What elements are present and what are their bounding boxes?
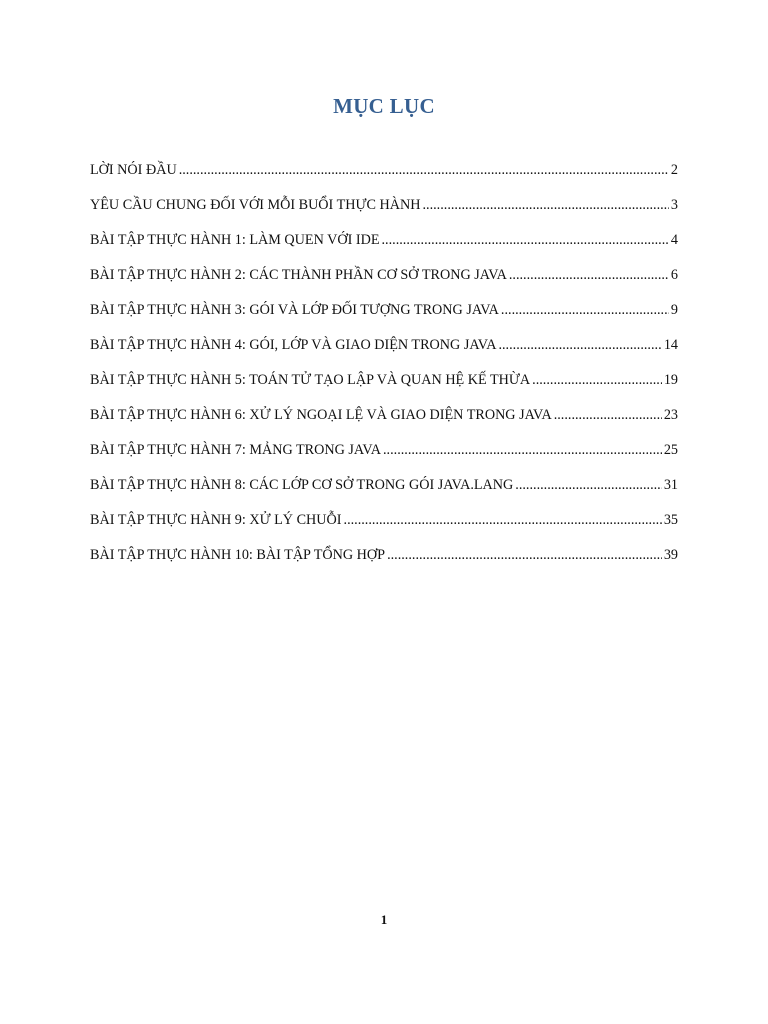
toc-entry[interactable] <box>90 407 678 442</box>
toc-entry-page: 2 <box>670 162 678 178</box>
toc-entry-page: 9 <box>670 302 678 318</box>
toc-dot-leader <box>509 267 669 284</box>
toc-entry[interactable] <box>90 232 678 267</box>
toc-entry-label: BÀI TẬP THỰC HÀNH 9: XỬ LÝ CHUỖI <box>90 512 342 528</box>
toc-entry-label: BÀI TẬP THỰC HÀNH 4: GÓI, LỚP VÀ GIAO DIỆN TRONG JAVA <box>90 337 497 353</box>
toc-entry-label: BÀI TẬP THỰC HÀNH 2: CÁC THÀNH PHẦN CƠ SỞ TRONG JAVA <box>90 267 507 283</box>
toc-dot-leader <box>422 197 668 214</box>
toc-entry[interactable] <box>90 547 678 582</box>
toc-entry-page: 3 <box>670 197 678 213</box>
toc-entry-label: LỜI NÓI ĐẦU <box>90 162 177 178</box>
toc-entry-page: 25 <box>663 442 678 458</box>
toc-dot-leader <box>501 302 669 319</box>
toc-entry[interactable] <box>90 197 678 232</box>
toc-entry[interactable] <box>90 162 678 197</box>
toc-list <box>90 162 678 582</box>
toc-entry-page: 14 <box>663 337 678 353</box>
toc-entry-label: BÀI TẬP THỰC HÀNH 1: LÀM QUEN VỚI IDE <box>90 232 380 248</box>
toc-dot-leader <box>179 162 669 179</box>
toc-dot-leader <box>498 337 661 354</box>
toc-entry-label: BÀI TẬP THỰC HÀNH 10: BÀI TẬP TỔNG HỢP <box>90 547 386 563</box>
toc-entry-label: BÀI TẬP THỰC HÀNH 7: MẢNG TRONG JAVA <box>90 442 381 458</box>
toc-dot-leader <box>532 372 662 389</box>
toc-entry-label: BÀI TẬP THỰC HÀNH 6: XỬ LÝ NGOẠI LỆ VÀ GIAO DIỆN TRONG JAVA <box>90 407 552 423</box>
toc-entry-page: 19 <box>663 372 678 388</box>
toc-dot-leader <box>515 477 662 494</box>
toc-entry-page: 6 <box>670 267 678 283</box>
toc-dot-leader <box>554 407 662 424</box>
toc-entry-label: BÀI TẬP THỰC HÀNH 5: TOÁN TỬ TẠO LẬP VÀ QUAN HỆ KẾ THỪA <box>90 372 531 388</box>
toc-entry[interactable] <box>90 372 678 407</box>
toc-entry-page: 31 <box>663 477 678 493</box>
toc-entry[interactable] <box>90 267 678 302</box>
toc-dot-leader <box>344 512 662 529</box>
page-number: 1 <box>380 912 388 927</box>
toc-entry[interactable] <box>90 512 678 547</box>
toc-dot-leader <box>387 547 662 564</box>
toc-entry-page: 4 <box>670 232 678 248</box>
toc-dot-leader <box>382 232 669 249</box>
toc-entry-label: BÀI TẬP THỰC HÀNH 3: GÓI VÀ LỚP ĐỐI TƯỢNG TRONG JAVA <box>90 302 499 318</box>
toc-entry[interactable] <box>90 302 678 337</box>
toc-entry-label: BÀI TẬP THỰC HÀNH 8: CÁC LỚP CƠ SỞ TRONG GÓI JAVA.LANG <box>90 477 514 493</box>
toc-entry[interactable] <box>90 477 678 512</box>
toc-entry-page: 39 <box>663 547 678 563</box>
toc-dot-leader <box>383 442 662 459</box>
toc-entry-label: YÊU CẦU CHUNG ĐỐI VỚI MỖI BUỔI THỰC HÀNH <box>90 197 421 213</box>
toc-title: MỤC LỤC <box>333 94 435 118</box>
toc-entry-page: 23 <box>663 407 678 423</box>
toc-entry-page: 35 <box>663 512 678 528</box>
toc-entry[interactable] <box>90 337 678 372</box>
toc-entry[interactable] <box>90 442 678 477</box>
